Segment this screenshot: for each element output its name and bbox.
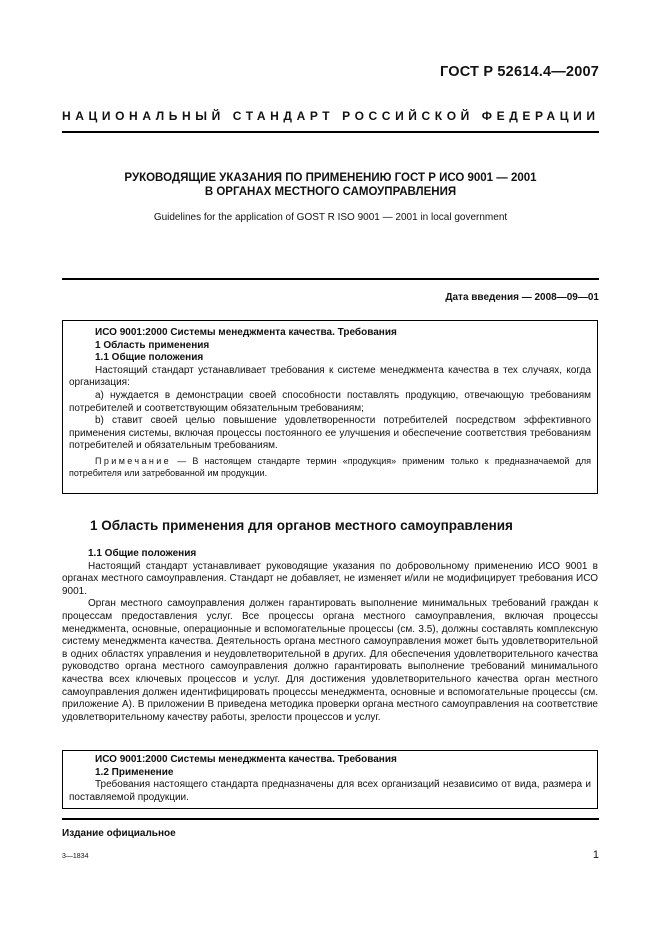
header-divider	[62, 131, 599, 133]
title-line-1: РУКОВОДЯЩИЕ УКАЗАНИЯ ПО ПРИМЕНЕНИЮ ГОСТ Р ИСО 9001 — 2001	[124, 172, 537, 184]
title-divider	[62, 278, 599, 280]
iso-subsection-title-2: 1.2 Применение	[95, 766, 174, 778]
iso-quote-box-application	[62, 750, 598, 809]
iso-quote-heading-2: ИСО 9001:2000 Системы менеджмента качества. Требования	[95, 754, 397, 765]
section-paragraph-2: Орган местного самоуправления должен гарантировать выполнение минимальных требований граждан к процессам предоставления услуг. Все процессы органа местного самоуправления, включая процессы менеджмента, основные, операционные и вспомогательные процессы (см. 3.5), должны составлять комплексную систему менеджмента качества. Деятельность органа местного самоуправления может быть удовлетворительной в одних областях управления и неудовлетворительной в других. Для обеспечения удовлетворительного качества руководство органа местного самоуправления должно гарантировать выполнение требований минимального качества всех ключевых процессов и услуг. Для достижения удовлетворительного качества орган местного самоуправления должен идентифицировать процессы менеджмента, основные и вспомогательные процессы (см. приложение А). В приложении В приведена методика проверки органа местного самоуправления на соответствие удовлетворительному качеству работы, зрелости процессов и услуг.	[62, 598, 598, 723]
section-paragraph-1: Настоящий стандарт устанавливает руководящие указания по добровольному применению ИСО 9001 в органах местного самоуправления. Стандарт не добавляет, не изменяет и/или не модифицирует требования ИСО 9001.	[62, 560, 598, 597]
iso-item-b: b) ставит своей целью повышение удовлетворенности потребителей посредством эффективного применения системы, включая процессы постоянного ее улучшения и обеспечение соответствия требованиям потребителей и обязательным требованиям.	[69, 415, 591, 452]
iso-quote-heading: ИСО 9001:2000 Системы менеджмента качества. Требования	[95, 327, 397, 338]
document-title	[62, 171, 599, 199]
english-title: Guidelines for the application of GOST R ISO 9001 — 2001 in local government	[153, 212, 508, 223]
iso-quote-box-scope	[62, 320, 598, 494]
standard-code: ГОСТ Р 52614.4—2007	[440, 64, 599, 80]
national-standard-banner: НАЦИОНАЛЬНЫЙ СТАНДАРТ РОССИЙСКОЙ ФЕДЕРАЦИИ	[62, 109, 600, 123]
title-line-2: В ОРГАНАХ МЕСТНОГО САМОУПРАВЛЕНИЯ	[204, 186, 457, 198]
section-body	[62, 548, 598, 724]
note-text: — В настоящем стандарте термин «продукция» применим только к предназначаемой для потребителя или затребованной им продукции.	[69, 455, 591, 478]
footer-divider	[62, 818, 599, 820]
note-label: Примечание	[95, 455, 172, 466]
iso-paragraph: Настоящий стандарт устанавливает требования к системе менеджмента качества в тех случаях, когда организация:	[69, 364, 591, 389]
iso-subsection-title: 1.1 Общие положения	[95, 352, 204, 364]
iso-note	[69, 456, 591, 480]
iso-item-a: а) нуждается в демонстрации своей способности поставлять продукцию, отвечающую требованиям потребителей и соответствующим обязательным требованиям;	[69, 389, 591, 414]
iso-section-title: 1 Область применения	[95, 339, 210, 351]
print-code: 3—1834	[62, 853, 89, 860]
section-heading: 1 Область применения для органов местного самоуправления	[90, 518, 513, 533]
page-number: 1	[592, 849, 599, 861]
iso-paragraph-2: Требования настоящего стандарта предназначены для всех организаций независимо от вида, размера и поставляемой продукции.	[69, 779, 591, 803]
introduction-date: Дата введения — 2008—09—01	[445, 292, 599, 303]
official-edition-label: Издание официальное	[62, 828, 176, 839]
section-subheading: 1.1 Общие положения	[88, 548, 197, 559]
